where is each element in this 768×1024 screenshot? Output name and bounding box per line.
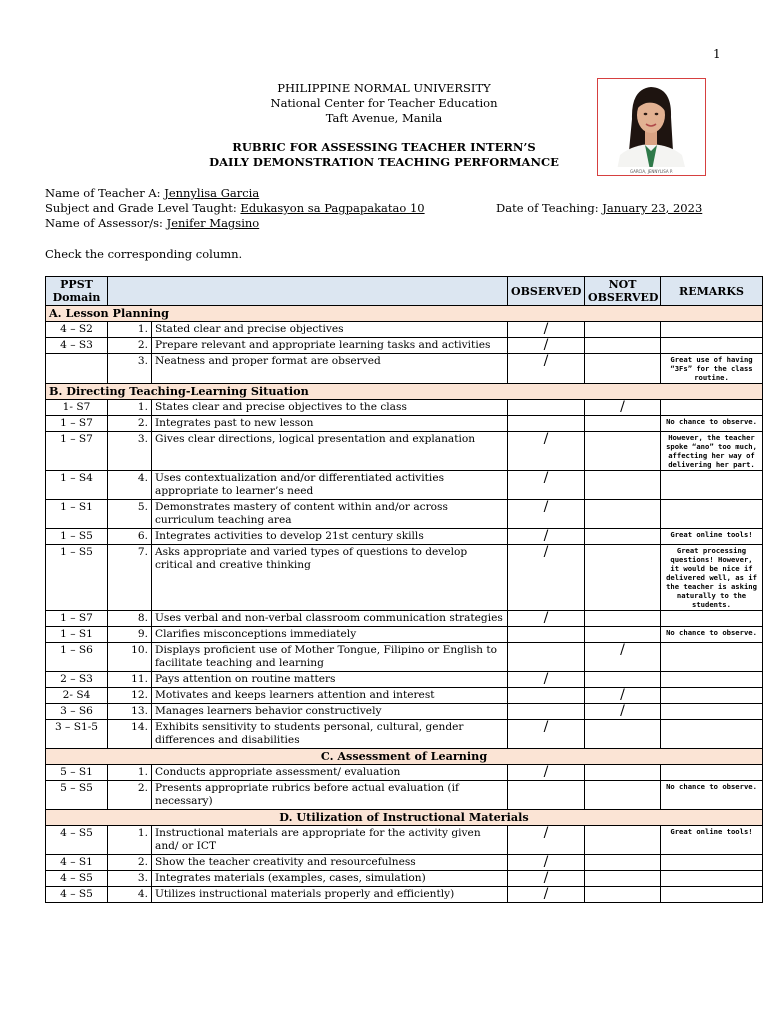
observed-cell[interactable]	[508, 781, 585, 810]
indicator-cell: Neatness and proper format are observed	[152, 354, 508, 384]
observed-cell[interactable]	[508, 627, 585, 643]
remarks-cell	[661, 643, 763, 672]
ppst-domain-cell: 3 – S6	[46, 704, 108, 720]
ppst-domain-cell	[46, 354, 108, 384]
not-observed-cell[interactable]	[585, 871, 661, 887]
observed-cell[interactable]: /	[508, 500, 585, 529]
remarks-cell	[661, 400, 763, 416]
observed-cell[interactable]: /	[508, 432, 585, 471]
observed-cell[interactable]	[508, 688, 585, 704]
remarks-cell	[661, 887, 763, 903]
not-observed-cell[interactable]	[585, 471, 661, 500]
table-row	[46, 871, 763, 887]
remarks-cell: Great use of having “3Fs” for the class routine.	[661, 354, 763, 384]
date-label: Date of Teaching:	[496, 201, 603, 215]
section-title: B. Directing Teaching-Learning Situation	[46, 384, 763, 400]
not-observed-cell[interactable]: /	[585, 688, 661, 704]
remarks-cell: No chance to observe.	[661, 416, 763, 432]
table-row	[46, 720, 763, 749]
remarks-cell	[661, 322, 763, 338]
ppst-domain-cell: 4 – S5	[46, 871, 108, 887]
indicator-cell: Instructional materials are appropriate for the activity given and/ or ICT	[152, 826, 508, 855]
observed-cell[interactable]: /	[508, 887, 585, 903]
not-observed-cell[interactable]	[585, 432, 661, 471]
observed-cell[interactable]: /	[508, 826, 585, 855]
table-row	[46, 826, 763, 855]
remarks-cell: No chance to observe.	[661, 781, 763, 810]
item-number-cell: 4.	[108, 887, 152, 903]
indicator-cell: Motivates and keeps learners attention and interest	[152, 688, 508, 704]
item-number-cell: 13.	[108, 704, 152, 720]
item-number-cell: 3.	[108, 432, 152, 471]
table-row	[46, 322, 763, 338]
table-row	[46, 781, 763, 810]
remarks-cell	[661, 720, 763, 749]
item-number-cell: 2.	[108, 416, 152, 432]
table-row	[46, 611, 763, 627]
indicator-cell: Asks appropriate and varied types of questions to develop critical and creative thinking	[152, 545, 508, 611]
header-indicator	[108, 277, 508, 306]
university-name: PHILIPPINE NORMAL UNIVERSITY	[277, 81, 491, 95]
not-observed-cell[interactable]	[585, 500, 661, 529]
table-header-row	[46, 277, 763, 306]
table-row	[46, 545, 763, 611]
indicator-cell: Conducts appropriate assessment/ evaluation	[152, 765, 508, 781]
table-row	[46, 627, 763, 643]
ppst-domain-cell: 1 – S6	[46, 643, 108, 672]
observed-cell[interactable]: /	[508, 855, 585, 871]
indicator-cell: Uses contextualization and/or differentiated activities appropriate to learner’s need	[152, 471, 508, 500]
remarks-cell: Great online tools!	[661, 826, 763, 855]
assessor-line	[45, 216, 259, 231]
rubric-table	[45, 276, 763, 903]
item-number-cell: 9.	[108, 627, 152, 643]
ppst-domain-cell: 1 – S5	[46, 545, 108, 611]
not-observed-cell[interactable]: /	[585, 643, 661, 672]
section-title: D. Utilization of Instructional Materials	[46, 810, 763, 826]
observed-cell[interactable]: /	[508, 871, 585, 887]
not-observed-cell[interactable]	[585, 322, 661, 338]
item-number-cell: 1.	[108, 765, 152, 781]
observed-cell[interactable]	[508, 704, 585, 720]
not-observed-cell[interactable]	[585, 354, 661, 384]
remarks-cell	[661, 855, 763, 871]
item-number-cell: 2.	[108, 338, 152, 354]
remarks-cell	[661, 500, 763, 529]
ppst-domain-cell: 1- S7	[46, 400, 108, 416]
subject-value: Edukasyon sa Pagpapakatao 10	[240, 201, 425, 215]
section-row	[46, 384, 763, 400]
not-observed-cell[interactable]	[585, 611, 661, 627]
assessor-name: Jenifer Magsino	[166, 216, 260, 230]
indicator-cell: Clarifies misconceptions immediately	[152, 627, 508, 643]
teacher-label: Name of Teacher A:	[45, 186, 165, 200]
observed-cell[interactable]	[508, 400, 585, 416]
document-title	[150, 140, 618, 170]
table-row	[46, 688, 763, 704]
not-observed-cell[interactable]	[585, 416, 661, 432]
indicator-cell: Integrates past to new lesson	[152, 416, 508, 432]
table-row	[46, 354, 763, 384]
observed-cell[interactable]: /	[508, 471, 585, 500]
header-remarks: REMARKS	[661, 277, 763, 306]
table-row	[46, 400, 763, 416]
section-row	[46, 749, 763, 765]
date-line	[496, 201, 702, 216]
item-number-cell: 7.	[108, 545, 152, 611]
ppst-domain-cell: 1 – S7	[46, 416, 108, 432]
item-number-cell: 14.	[108, 720, 152, 749]
indicator-cell: States clear and precise objectives to the class	[152, 400, 508, 416]
item-number-cell: 3.	[108, 871, 152, 887]
page-number: 1	[713, 47, 721, 61]
photo-caption: GARCIA, JENNYLISA P.	[630, 169, 673, 174]
not-observed-cell[interactable]	[585, 627, 661, 643]
ppst-domain-cell: 5 – S1	[46, 765, 108, 781]
item-number-cell: 6.	[108, 529, 152, 545]
date-value: January 23, 2023	[602, 201, 703, 215]
not-observed-cell[interactable]: /	[585, 400, 661, 416]
indicator-cell: Presents appropriate rubrics before actual evaluation (if necessary)	[152, 781, 508, 810]
table-row	[46, 338, 763, 354]
table-row	[46, 471, 763, 500]
remarks-cell	[661, 338, 763, 354]
ppst-domain-cell: 2- S4	[46, 688, 108, 704]
remarks-cell	[661, 871, 763, 887]
remarks-cell	[661, 611, 763, 627]
item-number-cell: 4.	[108, 471, 152, 500]
table-row	[46, 704, 763, 720]
item-number-cell: 5.	[108, 500, 152, 529]
item-number-cell: 1.	[108, 400, 152, 416]
item-number-cell: 10.	[108, 643, 152, 672]
item-number-cell: 3.	[108, 354, 152, 384]
observed-cell[interactable]	[508, 643, 585, 672]
remarks-cell: However, the teacher spoke “ano” too much, affecting her way of delivering her part.	[661, 432, 763, 471]
center-name: National Center for Teacher Education	[270, 96, 498, 110]
table-row	[46, 855, 763, 871]
not-observed-cell[interactable]	[585, 338, 661, 354]
observed-cell[interactable]: /	[508, 672, 585, 688]
not-observed-cell[interactable]: /	[585, 704, 661, 720]
section-row	[46, 306, 763, 322]
item-number-cell: 12.	[108, 688, 152, 704]
teacher-name: Jennylisa Garcia	[164, 186, 260, 200]
indicator-cell: Manages learners behavior constructively	[152, 704, 508, 720]
table-row	[46, 529, 763, 545]
subject-label: Subject and Grade Level Taught:	[45, 201, 241, 215]
teacher-photo	[597, 78, 706, 176]
remarks-cell	[661, 672, 763, 688]
address: Taft Avenue, Manila	[325, 111, 443, 125]
remarks-cell	[661, 704, 763, 720]
table-row	[46, 672, 763, 688]
teacher-name-line	[45, 186, 259, 201]
indicator-cell: Show the teacher creativity and resourcefulness	[152, 855, 508, 871]
table-row	[46, 500, 763, 529]
observed-cell[interactable]: /	[508, 545, 585, 611]
ppst-domain-cell: 4 – S3	[46, 338, 108, 354]
observed-cell[interactable]: /	[508, 354, 585, 384]
observed-cell[interactable]: /	[508, 529, 585, 545]
indicator-cell: Prepare relevant and appropriate learning tasks and activities	[152, 338, 508, 354]
indicator-cell: Stated clear and precise objectives	[152, 322, 508, 338]
ppst-domain-cell: 4 – S5	[46, 826, 108, 855]
table-row	[46, 765, 763, 781]
ppst-domain-cell: 3 – S1-5	[46, 720, 108, 749]
observed-cell[interactable]: /	[508, 611, 585, 627]
remarks-cell: No chance to observe.	[661, 627, 763, 643]
indicator-cell: Displays proficient use of Mother Tongue, Filipino or English to facilitate teaching and learning	[152, 643, 508, 672]
ppst-domain-cell: 4 – S2	[46, 322, 108, 338]
remarks-cell	[661, 471, 763, 500]
indicator-cell: Exhibits sensitivity to students personal, cultural, gender differences and disabilities	[152, 720, 508, 749]
assessor-label: Name of Assessor/s:	[45, 216, 167, 230]
not-observed-cell[interactable]	[585, 765, 661, 781]
ppst-domain-cell: 5 – S5	[46, 781, 108, 810]
indicator-cell: Demonstrates mastery of content within and/or across curriculum teaching area	[152, 500, 508, 529]
indicator-cell: Pays attention on routine matters	[152, 672, 508, 688]
ppst-domain-cell: 4 – S5	[46, 887, 108, 903]
header-observed: OBSERVED	[508, 277, 585, 306]
ppst-domain-cell: 1 – S5	[46, 529, 108, 545]
not-observed-cell[interactable]	[585, 672, 661, 688]
ppst-domain-cell: 1 – S1	[46, 627, 108, 643]
item-number-cell: 2.	[108, 781, 152, 810]
title-line-1: RUBRIC FOR ASSESSING TEACHER INTERN’S	[232, 140, 536, 154]
ppst-domain-cell: 1 – S4	[46, 471, 108, 500]
indicator-cell: Integrates materials (examples, cases, simulation)	[152, 871, 508, 887]
observed-cell[interactable]: /	[508, 338, 585, 354]
ppst-domain-cell: 4 – S1	[46, 855, 108, 871]
item-number-cell: 1.	[108, 826, 152, 855]
remarks-cell: Great online tools!	[661, 529, 763, 545]
item-number-cell: 8.	[108, 611, 152, 627]
indicator-cell: Utilizes instructional materials properly and efficiently)	[152, 887, 508, 903]
not-observed-cell[interactable]	[585, 545, 661, 611]
section-title: C. Assessment of Learning	[46, 749, 763, 765]
subject-line	[45, 201, 425, 216]
instruction-text: Check the corresponding column.	[45, 247, 243, 261]
indicator-cell: Gives clear directions, logical presentation and explanation	[152, 432, 508, 471]
remarks-cell: Great processing questions! However, it would be nice if delivered well, as if the teacher is asking naturally to the students.	[661, 545, 763, 611]
ppst-domain-cell: 1 – S7	[46, 611, 108, 627]
section-row	[46, 810, 763, 826]
item-number-cell: 11.	[108, 672, 152, 688]
rubric-body	[46, 306, 763, 903]
not-observed-cell[interactable]	[585, 781, 661, 810]
observed-cell[interactable]: /	[508, 765, 585, 781]
table-row	[46, 887, 763, 903]
header-not-observed: NOT OBSERVED	[585, 277, 661, 306]
item-number-cell: 1.	[108, 322, 152, 338]
not-observed-cell[interactable]	[585, 529, 661, 545]
table-row	[46, 432, 763, 471]
item-number-cell: 2.	[108, 855, 152, 871]
not-observed-cell[interactable]	[585, 887, 661, 903]
ppst-domain-cell: 2 – S3	[46, 672, 108, 688]
not-observed-cell[interactable]	[585, 826, 661, 855]
remarks-cell	[661, 765, 763, 781]
section-title: A. Lesson Planning	[46, 306, 763, 322]
observed-cell[interactable]: /	[508, 322, 585, 338]
title-line-2: DAILY DEMONSTRATION TEACHING PERFORMANCE	[209, 155, 559, 169]
indicator-cell: Uses verbal and non-verbal classroom communication strategies	[152, 611, 508, 627]
remarks-cell	[661, 688, 763, 704]
table-row	[46, 416, 763, 432]
not-observed-cell[interactable]	[585, 855, 661, 871]
university-header	[200, 81, 568, 126]
indicator-cell: Integrates activities to develop 21st century skills	[152, 529, 508, 545]
observed-cell[interactable]	[508, 416, 585, 432]
ppst-domain-cell: 1 – S7	[46, 432, 108, 471]
ppst-domain-cell: 1 – S1	[46, 500, 108, 529]
not-observed-cell[interactable]	[585, 720, 661, 749]
header-ppst-domain: PPST Domain	[46, 277, 108, 306]
table-row	[46, 643, 763, 672]
observed-cell[interactable]: /	[508, 720, 585, 749]
